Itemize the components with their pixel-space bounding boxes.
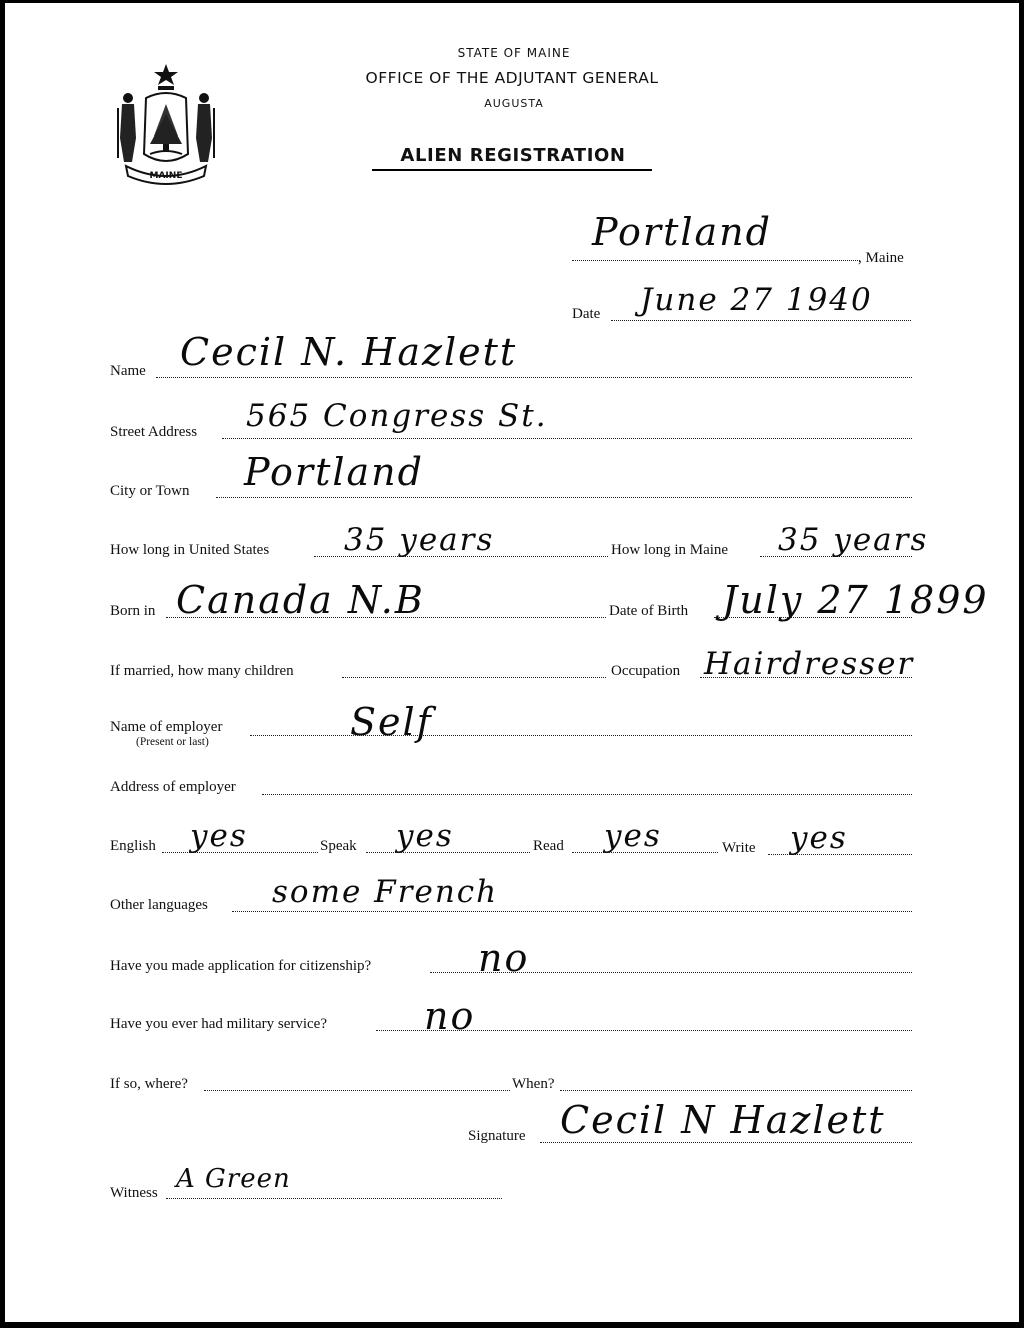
how-long-us-value: 35 years: [344, 522, 495, 558]
place-value: Portland: [592, 210, 772, 254]
city-value: Portland: [244, 450, 424, 494]
children-label: If married, how many children: [110, 663, 294, 679]
employer-address-label: Address of employer: [110, 779, 236, 795]
witness-value: A Green: [176, 1164, 291, 1194]
witness-line: [166, 1198, 502, 1199]
street-value: 565 Congress St.: [246, 398, 548, 434]
citizenship-value: no: [478, 936, 530, 980]
citizenship-label: Have you made application for citizenship?: [110, 958, 372, 974]
children-line: [342, 677, 606, 678]
occupation-value: Hairdresser: [704, 646, 915, 682]
other-languages-label: Other languages: [110, 897, 208, 913]
name-label: Name: [110, 363, 146, 379]
born-in-value: Canada N.B: [176, 578, 425, 622]
speak-value: yes: [396, 818, 454, 854]
how-long-us-label: How long in United States: [110, 542, 270, 558]
witness-label: Witness: [110, 1185, 158, 1201]
street-label: Street Address: [110, 424, 198, 440]
born-in-label: Born in: [110, 603, 156, 619]
form-title: ALIEN REGISTRATION: [400, 145, 626, 166]
employer-value: Self: [350, 700, 433, 744]
employer-label-block: [110, 720, 222, 750]
name-line: [156, 377, 912, 378]
other-languages-value: some French: [272, 874, 499, 910]
name-value: Cecil N. Hazlett: [180, 330, 518, 374]
date-line: [611, 320, 911, 321]
where-line: [204, 1090, 510, 1091]
street-line: [222, 438, 912, 439]
title-underline: [372, 169, 652, 171]
military-label: Have you ever had military service?: [110, 1016, 327, 1032]
when-line: [560, 1090, 912, 1091]
english-value: yes: [190, 818, 248, 854]
how-long-maine-label: How long in Maine: [611, 542, 729, 558]
when-label: When?: [512, 1076, 555, 1092]
occupation-label: Occupation: [611, 663, 681, 679]
signature-value: Cecil N Hazlett: [560, 1098, 886, 1142]
dob-label: Date of Birth: [609, 603, 689, 619]
employer-sublabel: (Present or last): [136, 736, 209, 748]
city-line: [216, 497, 912, 498]
read-value: yes: [604, 818, 662, 854]
how-long-maine-value: 35 years: [778, 522, 929, 558]
date-value: June 27 1940: [640, 282, 873, 318]
employer-address-line: [262, 794, 912, 795]
signature-line: [540, 1142, 912, 1143]
dob-value: July 27 1899: [722, 578, 989, 622]
city-label: City or Town: [110, 483, 190, 499]
where-label: If so, where?: [110, 1076, 188, 1092]
employer-label: Name of employer: [110, 719, 223, 735]
state-heading: STATE OF MAINE: [457, 46, 571, 60]
place-line: [572, 260, 860, 261]
city-heading: AUGUSTA: [484, 97, 544, 110]
date-label: Date: [572, 306, 601, 322]
english-label: English: [110, 838, 156, 854]
speak-label: Speak: [320, 838, 357, 854]
read-label: Read: [533, 838, 564, 854]
place-suffix: , Maine: [858, 250, 904, 266]
other-languages-line: [232, 911, 912, 912]
military-value: no: [424, 994, 476, 1038]
signature-label: Signature: [468, 1128, 526, 1144]
write-label: Write: [722, 840, 756, 856]
write-value: yes: [790, 820, 848, 856]
office-heading: OFFICE OF THE ADJUTANT GENERAL: [365, 69, 659, 87]
seal-ribbon-text: MAINE: [149, 171, 183, 181]
